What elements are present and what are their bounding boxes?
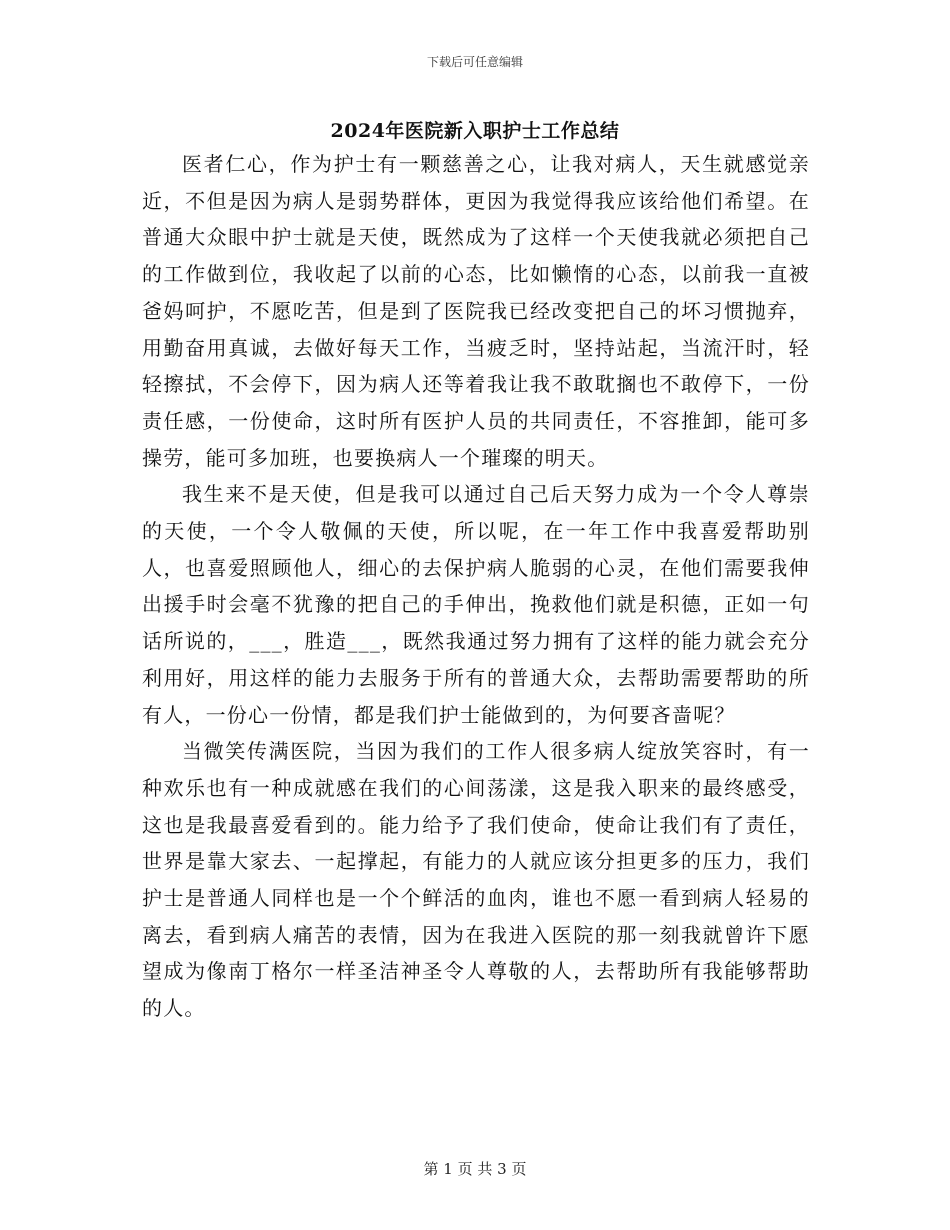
paragraph-3: 当微笑传满医院，当因为我们的工作人很多病人绽放笑容时，有一种欢乐也有一种成就感在我们的心间荡漾，这是我入职来的最终感受，这也是我最喜爱看到的。能力给予了我们使命，使命让我们有了责任，世界是靠大家去、一起撑起，有能力的人就应该分担更多的压力，我们护士是普通人同样也是一个个鲜活的血肉，谁也不愿一看到病人轻易的离去，看到病人痛苦的表情，因为在我进入医院的那一刻我就曾许下愿望成为像南丁格尔一样圣洁神圣令人尊敬的人，去帮助所有我能够帮助的人。 [142,739,810,1021]
paragraph-1: 医者仁心，作为护士有一颗慈善之心，让我对病人，天生就感觉亲近，不但是因为病人是弱势群体，更因为我觉得我应该给他们希望。在普通大众眼中护士就是天使，既然成为了这样一个天使我就必须把自己的工作做到位，我收起了以前的心态，比如懒惰的心态，以前我一直被爸妈呵护，不愿吃苦，但是到了医院我已经改变把自己的坏习惯抛弃，用勤奋用真诚，去做好每天工作，当疲乏时，坚持站起，当流汗时，轻轻擦拭，不会停下，因为病人还等着我让我不敢耽搁也不敢停下，一份责任感，一份使命，这时所有医护人员的共同责任，不容推卸，能可多操劳，能可多加班，也要换病人一个璀璨的明天。 [142,152,810,470]
document-title: 2024年医院新入职护士工作总结 [330,120,620,142]
document-body [142,146,810,1027]
paragraph-2: 我生来不是天使，但是我可以通过自己后天努力成为一个令人尊崇的天使，一个令人敬佩的天使，所以呢，在一年工作中我喜爱帮助别人，也喜爱照顾他人，细心的去保护病人脆弱的心灵，在他们需要我伸出援手时会毫不犹豫的把自己的手伸出，挽救他们就是积德，正如一句话所说的，___，胜造___，既然我通过努力拥有了这样的能力就会充分利用好，用这样的能力去服务于所有的普通大众，去帮助需要帮助的所有人，一份心一份情，都是我们护士能做到的，为何要吝啬呢？ [142,482,810,727]
page-number: 第 1 页 共 3 页 [423,1160,527,1178]
page-header-note: 下载后可任意编辑 [426,55,523,69]
